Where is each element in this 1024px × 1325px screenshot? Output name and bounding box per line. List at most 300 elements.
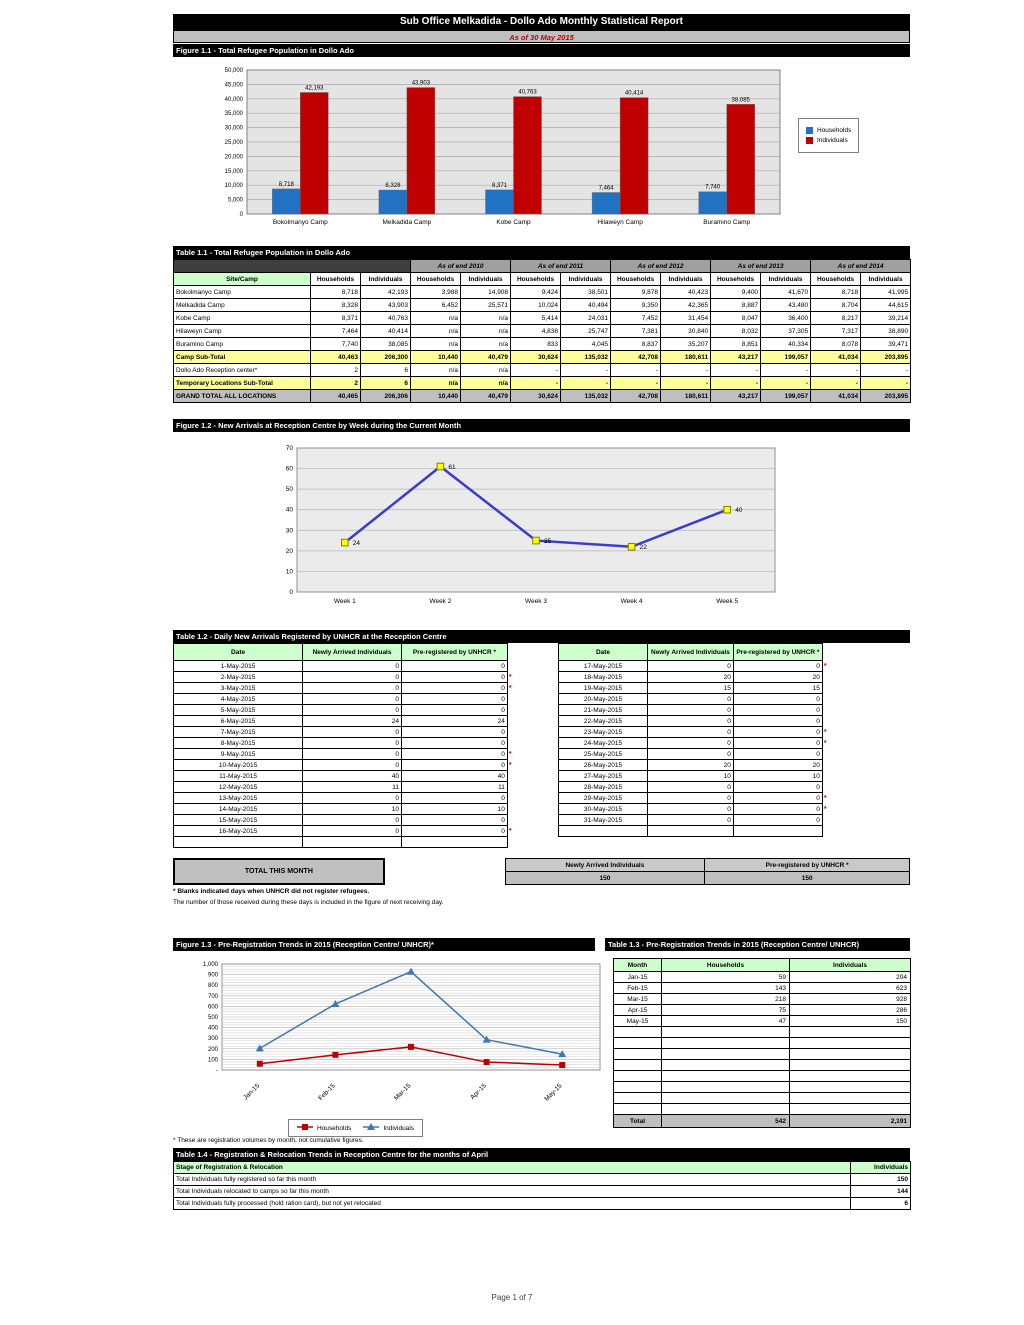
table-row xyxy=(614,983,911,994)
arrived-cell: 0 xyxy=(647,727,733,738)
no-registration-mark: * xyxy=(507,683,517,694)
total-label-cell: Total xyxy=(614,1115,662,1128)
date-cell: 7-May-2015 xyxy=(174,727,303,738)
table-row xyxy=(174,338,911,351)
table-row xyxy=(559,705,833,716)
prereg-cell: 0 xyxy=(733,782,822,793)
svg-text:25,000: 25,000 xyxy=(224,140,243,146)
date-cell: 29-May-2015 xyxy=(559,793,648,804)
date-cell: 13-May-2015 xyxy=(174,793,303,804)
prereg-cell: 15 xyxy=(733,683,822,694)
no-registration-mark xyxy=(822,705,832,716)
value-cell: 35,207 xyxy=(661,338,711,351)
table-row xyxy=(174,760,518,771)
value-cell: - xyxy=(561,377,611,390)
table-row xyxy=(174,672,518,683)
value-cell: 14,908 xyxy=(461,286,511,299)
prereg-cell: 0 xyxy=(733,727,822,738)
total-gap xyxy=(385,858,505,885)
value-cell: n/a xyxy=(461,312,511,325)
value-cell: 40,494 xyxy=(561,299,611,312)
date-cell: 17-May-2015 xyxy=(559,661,648,672)
value-cell: 8,718 xyxy=(811,286,861,299)
value-cell: n/a xyxy=(411,338,461,351)
svg-text:1,000: 1,000 xyxy=(202,962,218,968)
svg-text:900: 900 xyxy=(207,972,218,979)
date-cell: 5-May-2015 xyxy=(174,705,303,716)
value-cell: 9,400 xyxy=(711,286,761,299)
legend-item xyxy=(806,137,851,144)
value-cell: 203,895 xyxy=(861,390,911,403)
table1-2-heading: Table 1.2 - Daily New Arrivals Registered by UNHCR at the Reception Centre xyxy=(173,630,910,643)
site-cell: Buramino Camp xyxy=(174,338,311,351)
svg-text:43,903: 43,903 xyxy=(411,80,431,87)
value-cell: 39,471 xyxy=(861,338,911,351)
value-cell: 40,465 xyxy=(311,390,361,403)
t11-group-header: As of end 2012 xyxy=(611,260,711,273)
households-cell: 218 xyxy=(662,994,790,1005)
no-registration-mark xyxy=(507,793,517,804)
no-registration-mark xyxy=(822,672,832,683)
value-cell: n/a xyxy=(461,325,511,338)
date-cell: 30-May-2015 xyxy=(559,804,648,815)
arrived-cell: 0 xyxy=(647,661,733,672)
registration-note: * These are registration volumes by month, not cumulative figures. xyxy=(173,1137,364,1144)
date-cell: 22-May-2015 xyxy=(559,716,648,727)
table-row xyxy=(174,1174,911,1186)
t11-col-header: Individuals xyxy=(661,273,711,286)
date-cell: 12-May-2015 xyxy=(174,782,303,793)
value-cell: 25,571 xyxy=(461,299,511,312)
legend-label: Households xyxy=(817,127,852,134)
svg-text:7,740: 7,740 xyxy=(705,184,721,191)
table-row xyxy=(174,716,518,727)
arrived-cell: 0 xyxy=(303,683,402,694)
value-cell: 7,452 xyxy=(611,312,661,325)
value-cell: 40,763 xyxy=(361,312,411,325)
value-cell: 199,057 xyxy=(761,390,811,403)
table-row xyxy=(174,351,911,364)
empty-row xyxy=(614,1093,911,1104)
value-cell: - xyxy=(761,364,811,377)
value-cell: n/a xyxy=(461,338,511,351)
svg-text:0: 0 xyxy=(239,212,243,218)
svg-text:20: 20 xyxy=(285,547,293,555)
date-cell: 16-May-2015 xyxy=(174,826,303,837)
date-cell: 14-May-2015 xyxy=(174,804,303,815)
table-row xyxy=(174,299,911,312)
t12-col-header: Date xyxy=(559,644,648,661)
value-cell: 41,670 xyxy=(761,286,811,299)
value-cell: 39,214 xyxy=(861,312,911,325)
value-cell: 8,837 xyxy=(611,338,661,351)
svg-text:40,763: 40,763 xyxy=(518,89,537,96)
table-row xyxy=(559,815,833,826)
no-registration-mark xyxy=(507,738,517,749)
value-cell: 43,217 xyxy=(711,351,761,364)
svg-text:Apr-15: Apr-15 xyxy=(469,1082,489,1102)
daily-arrivals-table-left xyxy=(173,643,518,848)
figure1-2-chart xyxy=(173,440,910,615)
table-row xyxy=(174,804,518,815)
value-cell: 5,414 xyxy=(511,312,561,325)
t11-col-header: Households xyxy=(711,273,761,286)
value-cell: 8,032 xyxy=(711,325,761,338)
month-cell: Mar-15 xyxy=(614,994,662,1005)
table-row xyxy=(559,727,833,738)
prereg-cell: 0 xyxy=(401,815,507,826)
table-row xyxy=(174,390,911,403)
value-cell: 10,024 xyxy=(511,299,561,312)
individuals-cell: 286 xyxy=(790,1005,911,1016)
arrived-cell: 0 xyxy=(647,738,733,749)
date-cell: 31-May-2015 xyxy=(559,815,648,826)
svg-text:Jan-15: Jan-15 xyxy=(242,1082,262,1102)
t11-col-header: Households xyxy=(511,273,561,286)
value-cell: 9,424 xyxy=(511,286,561,299)
no-registration-mark xyxy=(822,771,832,782)
table-row xyxy=(559,694,833,705)
arrived-cell: 0 xyxy=(647,793,733,804)
value-cell: - xyxy=(711,377,761,390)
no-registration-mark xyxy=(507,716,517,727)
table-row xyxy=(174,771,518,782)
t11-group-header: As of end 2014 xyxy=(811,260,911,273)
prereg-cell: 0 xyxy=(733,716,822,727)
prereg-cell: 10 xyxy=(733,771,822,782)
svg-text:200: 200 xyxy=(207,1046,218,1053)
month-cell: Apr-15 xyxy=(614,1005,662,1016)
table-row xyxy=(559,716,833,727)
table-row xyxy=(174,694,518,705)
t11-group-blank xyxy=(174,260,411,273)
date-cell: 11-May-2015 xyxy=(174,771,303,782)
figure1-2-heading: Figure 1.2 - New Arrivals at Reception Centre by Week during the Current Month xyxy=(173,419,910,432)
population-table xyxy=(173,259,911,403)
svg-text:42,193: 42,193 xyxy=(305,85,324,92)
arrived-cell: 0 xyxy=(303,826,402,837)
site-cell: Hilaweyn Camp xyxy=(174,325,311,338)
svg-text:40,000: 40,000 xyxy=(224,96,243,103)
prereg-cell: 0 xyxy=(733,749,822,760)
value-cell: 8,371 xyxy=(311,312,361,325)
date-cell: 6-May-2015 xyxy=(174,716,303,727)
value-cell: 7,317 xyxy=(811,325,861,338)
value-cell: 40,334 xyxy=(761,338,811,351)
table-row xyxy=(174,738,518,749)
svg-text:40: 40 xyxy=(735,507,743,515)
table1-1-heading: Table 1.1 - Total Refugee Population in Dollo Ado xyxy=(173,246,910,259)
no-registration-mark xyxy=(507,705,517,716)
value-cell: n/a xyxy=(411,364,461,377)
value-cell: 36,400 xyxy=(761,312,811,325)
table-row xyxy=(174,749,518,760)
daily-arrivals-table-right xyxy=(558,643,833,837)
svg-text:Week 1: Week 1 xyxy=(333,598,356,605)
total-individuals-cell: 2,191 xyxy=(790,1115,911,1128)
arrived-cell: 0 xyxy=(303,705,402,716)
individuals-cell: 623 xyxy=(790,983,911,994)
value-cell: 8,851 xyxy=(711,338,761,351)
svg-text:Kobe Camp: Kobe Camp xyxy=(496,219,531,226)
value-cell: 8,718 xyxy=(311,286,361,299)
individuals-cell: 150 xyxy=(790,1016,911,1027)
table1-4-heading: Table 1.4 - Registration & Relocation Trends in Reception Centre for the months of April xyxy=(173,1148,910,1161)
t11-col-header: Households xyxy=(611,273,661,286)
legend-item xyxy=(806,127,851,134)
t11-col-header: Individuals xyxy=(761,273,811,286)
date-cell: 20-May-2015 xyxy=(559,694,648,705)
value-cell: 41,034 xyxy=(811,390,861,403)
registration-relocation-table xyxy=(173,1161,911,1210)
date-cell: 26-May-2015 xyxy=(559,760,648,771)
month-cell: May-15 xyxy=(614,1016,662,1027)
no-registration-mark: * xyxy=(507,749,517,760)
value-cell: n/a xyxy=(411,377,461,390)
empty-row xyxy=(614,1060,911,1071)
value-cell: 2 xyxy=(311,364,361,377)
no-registration-mark xyxy=(507,694,517,705)
t12-col-header: Pre-registered by UNHCR * xyxy=(733,644,822,661)
table-row xyxy=(614,1005,911,1016)
value-cell: 8,887 xyxy=(711,299,761,312)
svg-text:60: 60 xyxy=(285,465,293,473)
arrived-cell: 0 xyxy=(647,815,733,826)
date-cell: 8-May-2015 xyxy=(174,738,303,749)
svg-text:300: 300 xyxy=(207,1036,218,1043)
empty-row xyxy=(614,1049,911,1060)
table-row xyxy=(174,1186,911,1198)
t11-col-header: Households xyxy=(311,273,361,286)
table-row xyxy=(174,683,518,694)
svg-text:30,000: 30,000 xyxy=(224,125,243,132)
table-row xyxy=(174,364,911,377)
svg-text:600: 600 xyxy=(207,1004,218,1011)
table-row xyxy=(559,738,833,749)
arrived-cell: 0 xyxy=(303,760,402,771)
t12-col-header: Date xyxy=(174,644,303,661)
table-row xyxy=(174,312,911,325)
value-cell: 135,032 xyxy=(561,351,611,364)
prereg-cell: 0 xyxy=(401,705,507,716)
value-cell: 41,034 xyxy=(811,351,861,364)
total-col-prereg: Pre-registered by UNHCR * xyxy=(705,859,910,872)
individuals-cell: 928 xyxy=(790,994,911,1005)
table-row xyxy=(174,705,518,716)
svg-text:Hilaweyn Camp: Hilaweyn Camp xyxy=(597,219,643,226)
stage-cell: Total Individuals fully registered so far this month xyxy=(174,1174,851,1186)
value-cell: 7,381 xyxy=(611,325,661,338)
svg-text:10,000: 10,000 xyxy=(224,183,243,190)
value-cell: 150 xyxy=(851,1174,911,1186)
date-cell: 24-May-2015 xyxy=(559,738,648,749)
t11-col-header: Individuals xyxy=(461,273,511,286)
table-row xyxy=(559,804,833,815)
value-cell: - xyxy=(661,364,711,377)
value-cell: 42,193 xyxy=(361,286,411,299)
no-registration-mark xyxy=(507,782,517,793)
value-cell: 144 xyxy=(851,1186,911,1198)
value-cell: 30,624 xyxy=(511,390,561,403)
legend-item xyxy=(363,1123,414,1133)
prereg-cell: 0 xyxy=(401,793,507,804)
t12-col-header: Newly Arrived Individuals xyxy=(303,644,402,661)
total-col-arrived: Newly Arrived Individuals xyxy=(505,859,705,872)
arrived-cell: 0 xyxy=(303,672,402,683)
arrived-cell: 0 xyxy=(303,749,402,760)
table-row xyxy=(559,760,833,771)
value-cell: 8,078 xyxy=(811,338,861,351)
value-cell: 6 xyxy=(851,1198,911,1210)
prereg-cell: 0 xyxy=(733,793,822,804)
table-row xyxy=(614,972,911,983)
legend-marker xyxy=(297,1123,313,1133)
value-cell: 135,032 xyxy=(561,390,611,403)
svg-text:Week 2: Week 2 xyxy=(429,598,452,605)
date-cell: 23-May-2015 xyxy=(559,727,648,738)
table-row xyxy=(174,377,911,390)
no-registration-mark: * xyxy=(507,760,517,771)
arrived-cell: 0 xyxy=(647,804,733,815)
date-cell: 3-May-2015 xyxy=(174,683,303,694)
page-number: Page 1 of 7 xyxy=(491,1293,533,1302)
t12-col-header: Pre-registered by UNHCR * xyxy=(401,644,507,661)
value-cell: 6,452 xyxy=(411,299,461,312)
value-cell: 6 xyxy=(361,377,411,390)
t14-header-row xyxy=(174,1162,911,1174)
legend-swatch xyxy=(806,137,813,144)
value-cell: 40,414 xyxy=(361,325,411,338)
svg-text:50: 50 xyxy=(285,486,293,494)
total-this-month-label: TOTAL THIS MONTH xyxy=(173,858,385,885)
value-cell: 2 xyxy=(311,377,361,390)
no-registration-mark xyxy=(822,760,832,771)
value-cell: 199,057 xyxy=(761,351,811,364)
empty-row xyxy=(614,1071,911,1082)
value-cell: 7,740 xyxy=(311,338,361,351)
table-row xyxy=(559,771,833,782)
svg-text:22: 22 xyxy=(639,544,647,552)
value-cell: 8,704 xyxy=(811,299,861,312)
svg-text:100: 100 xyxy=(207,1057,218,1064)
value-cell: 42,708 xyxy=(611,351,661,364)
prereg-cell: 0 xyxy=(733,661,822,672)
figure1-3-heading: Figure 1.3 - Pre-Registration Trends in 2015 (Reception Centre/ UNHCR)* xyxy=(173,938,595,951)
value-cell: 42,365 xyxy=(661,299,711,312)
table-row xyxy=(614,1016,911,1027)
value-cell: 4,838 xyxy=(511,325,561,338)
t12-col-header: Newly Arrived Individuals xyxy=(647,644,733,661)
svg-text:70: 70 xyxy=(285,445,293,452)
households-cell: 75 xyxy=(662,1005,790,1016)
date-cell: 15-May-2015 xyxy=(174,815,303,826)
svg-text:Buramino Camp: Buramino Camp xyxy=(703,219,751,226)
individuals-header: Individuals xyxy=(851,1162,911,1174)
prereg-trends-line-chart xyxy=(178,958,608,1110)
prereg-cell: 0 xyxy=(401,826,507,837)
table-row xyxy=(174,782,518,793)
population-bar-chart xyxy=(201,60,786,238)
arrived-cell: 15 xyxy=(647,683,733,694)
value-cell: 37,305 xyxy=(761,325,811,338)
svg-text:800: 800 xyxy=(207,983,218,990)
value-cell: n/a xyxy=(461,364,511,377)
arrived-cell: 0 xyxy=(303,661,402,672)
arrived-cell: 0 xyxy=(647,782,733,793)
site-cell: Kobe Camp xyxy=(174,312,311,325)
t11-col-header: Individuals xyxy=(861,273,911,286)
value-cell: 42,708 xyxy=(611,390,661,403)
t11-col-header: Households xyxy=(811,273,861,286)
total-arrived-value: 150 xyxy=(505,872,705,885)
svg-text:35,000: 35,000 xyxy=(224,111,243,118)
table1-3-heading: Table 1.3 - Pre-Registration Trends in 2015 (Reception Centre/ UNHCR) xyxy=(605,938,910,951)
t11-col-header: Households xyxy=(411,273,461,286)
households-cell: 59 xyxy=(662,972,790,983)
table-row xyxy=(174,815,518,826)
value-cell: 43,903 xyxy=(361,299,411,312)
value-cell: 40,479 xyxy=(461,351,511,364)
footnote-1: * Blanks indicated days when UNHCR did not register refugees. xyxy=(173,888,370,895)
svg-text:700: 700 xyxy=(207,993,218,1000)
svg-text:7,464: 7,464 xyxy=(598,185,614,192)
bar-chart-legend xyxy=(798,118,859,153)
households-cell: 47 xyxy=(662,1016,790,1027)
svg-text:Melkadida Camp: Melkadida Camp xyxy=(382,219,432,226)
table-row xyxy=(174,325,911,338)
no-registration-mark: * xyxy=(822,727,832,738)
prereg-cell: 0 xyxy=(401,760,507,771)
t11-col-header: Individuals xyxy=(361,273,411,286)
table-row xyxy=(559,782,833,793)
svg-text:5,000: 5,000 xyxy=(227,197,243,204)
as-of-date: As of 30 May 2015 xyxy=(173,30,910,43)
weekly-arrivals-line-chart xyxy=(263,440,803,612)
value-cell: 44,615 xyxy=(861,299,911,312)
table-row xyxy=(559,661,833,672)
no-registration-mark xyxy=(822,782,832,793)
date-cell: 21-May-2015 xyxy=(559,705,648,716)
figure1-1-chart xyxy=(173,60,910,238)
total-row xyxy=(614,1115,911,1128)
value-cell: 4,045 xyxy=(561,338,611,351)
value-cell: 3,988 xyxy=(411,286,461,299)
value-cell: - xyxy=(611,364,661,377)
stage-cell: Total Individuals fully processed (hold ration card), but not yet relocated xyxy=(174,1198,851,1210)
t11-col-header: Individuals xyxy=(561,273,611,286)
svg-text:May-15: May-15 xyxy=(543,1082,564,1103)
date-cell: 18-May-2015 xyxy=(559,672,648,683)
arrived-cell: 40 xyxy=(303,771,402,782)
value-cell: 43,480 xyxy=(761,299,811,312)
t13-col-header: Households xyxy=(662,959,790,972)
site-cell: Camp Sub-Total xyxy=(174,351,311,364)
arrived-cell: 0 xyxy=(647,716,733,727)
date-cell: 4-May-2015 xyxy=(174,694,303,705)
svg-text:24: 24 xyxy=(352,540,361,548)
svg-text:Bokolmanyo Camp: Bokolmanyo Camp xyxy=(272,219,328,226)
value-cell: n/a xyxy=(411,312,461,325)
arrived-cell: 0 xyxy=(647,694,733,705)
svg-text:Feb-15: Feb-15 xyxy=(317,1082,337,1102)
svg-text:0: 0 xyxy=(289,589,293,596)
empty-row xyxy=(614,1104,911,1115)
value-cell: 38,501 xyxy=(561,286,611,299)
no-registration-mark: * xyxy=(822,738,832,749)
svg-text:8,718: 8,718 xyxy=(278,181,294,188)
date-cell: 2-May-2015 xyxy=(174,672,303,683)
value-cell: 30,624 xyxy=(511,351,561,364)
